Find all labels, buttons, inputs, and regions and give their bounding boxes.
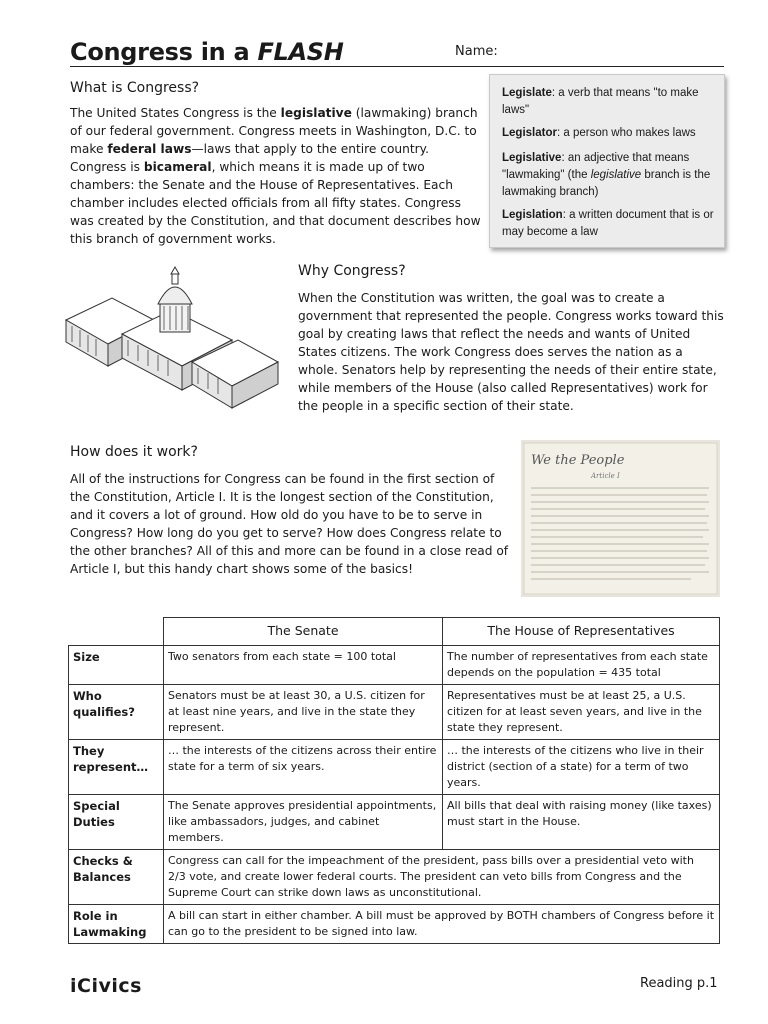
section-heading-how-does-it-work: How does it work? (70, 444, 198, 460)
chart-corner-cell (69, 618, 164, 646)
section-heading-why-congress: Why Congress? (298, 263, 406, 279)
vocab-entry-legislative: Legislative: an adjective that means "lawmaking" (the legislative branch is the lawmaking branch) (502, 152, 711, 198)
icivics-logo (70, 972, 170, 998)
vocab-entry-legislation: Legislation: a written document that is or may become a law (502, 209, 714, 238)
cell-house-size: The number of representatives from each state depends on the population = 435 total (443, 646, 720, 685)
cell-senate-qualifies: Senators must be at least 30, a U.S. citizen for at least nine years, and live in the state they represent. (164, 685, 443, 740)
table-row (69, 685, 720, 740)
cell-senate-represent: … the interests of the citizens across their entire state for a term of six years. (164, 740, 443, 795)
row-label-size: Size (69, 646, 164, 685)
title-divider (70, 66, 724, 67)
page-number: Reading p.1 (640, 976, 718, 991)
row-label-role-in-lawmaking: Role in Lawmaking (69, 905, 164, 944)
table-row (69, 795, 720, 850)
icivics-logo-text: iCivics (70, 975, 142, 997)
chart-column-senate: The Senate (164, 618, 443, 646)
cell-role-in-lawmaking: A bill can start in either chamber. A bill must be approved by BOTH chambers of Congress before it can go to the president to be signed into law. (164, 905, 720, 944)
vocabulary-box (489, 74, 725, 248)
table-row (69, 740, 720, 795)
page-title: Congress in a FLASH (70, 38, 344, 66)
vocab-entry-legislate: Legislate: a verb that means "to make laws" (502, 87, 699, 116)
table-row (69, 850, 720, 905)
row-label-who-qualifies: Who qualifies? (69, 685, 164, 740)
section-text-how-does-it-work: All of the instructions for Congress can be found in the first section of the Constitution, Article I. It is the longest section of the Constitution, and it covers a lot of ground. How old do you have to be to serve in Congress? How long do you get to serve? How does Congress relate to the other branches? All of this and more can be found in a close read of Article I, but this handy chart shows some of the basics! (70, 472, 509, 576)
name-field-label: Name: (455, 44, 498, 59)
cell-checks-balances: Congress can call for the impeachment of the president, pass bills over a presidential veto with 2/3 vote, and create lower federal courts. The president can veto bills from Congress and the Supreme Court can strike down laws as unconstitutional. (164, 850, 720, 905)
cell-senate-size: Two senators from each state = 100 total (164, 646, 443, 685)
capitol-building-illustration (62, 262, 282, 412)
cell-house-represent: … the interests of the citizens who live in their district (section of a state) for a term of two years. (443, 740, 720, 795)
section-text-what-is-congress: The United States Congress is the legislative (lawmaking) branch of our federal government. Congress meets in Washington, D.C. to make federal laws—laws that apply to the entire country. Congress is bicameral, which means it is made up of two chambers: the Senate and the House of Representatives. Each chamber includes elected officials from all fifty states. Congress was created by the Constitution, and that document describes how this branch of government works. (70, 106, 481, 246)
cell-house-duties: All bills that deal with raising money (like taxes) must start in the House. (443, 795, 720, 850)
table-row (69, 905, 720, 944)
vocab-entry-legislator: Legislator: a person who makes laws (502, 127, 696, 139)
constitution-subheading: Article I (591, 472, 620, 480)
cell-senate-duties: The Senate approves presidential appointments, like ambassadors, judges, and cabinet members. (164, 795, 443, 850)
chart-column-house: The House of Representatives (443, 618, 720, 646)
table-row (69, 646, 720, 685)
cell-house-qualifies: Representatives must be at least 25, a U.S. citizen for at least seven years, and live in the state they represent. (443, 685, 720, 740)
chart-header-row (69, 618, 720, 646)
congress-comparison-chart (68, 617, 720, 944)
section-text-why-congress: When the Constitution was written, the goal was to create a government that represented the people. Congress works toward this goal by creating laws that reflect the needs and wants of United States citizens. The work Congress does serves the nation as a whole. Senators help by representing the needs of their entire state, while members of the House (also called Representatives) work for the people in a specific section of their state. (298, 291, 724, 413)
section-heading-what-is-congress: What is Congress? (70, 80, 200, 96)
row-label-special-duties: Special Duties (69, 795, 164, 850)
constitution-document-image (521, 440, 720, 597)
constitution-heading: We the People (531, 453, 625, 468)
row-label-checks-balances: Checks & Balances (69, 850, 164, 905)
row-label-they-represent: They represent… (69, 740, 164, 795)
